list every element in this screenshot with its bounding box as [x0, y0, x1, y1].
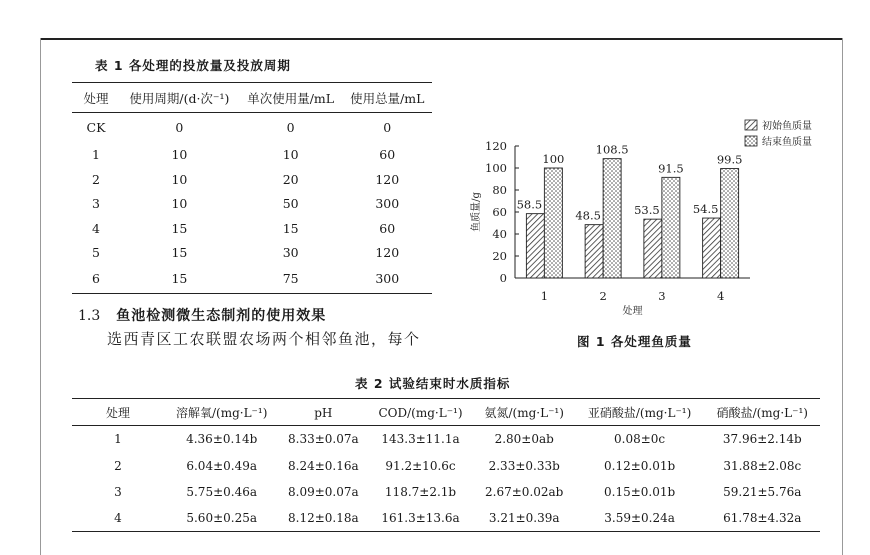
- table-row: [72, 241, 432, 266]
- table-cell: 75: [239, 265, 343, 293]
- table-cell: 3.21±0.39a: [474, 505, 575, 532]
- section-number: 1.3: [78, 308, 101, 324]
- section-heading: [78, 305, 326, 325]
- table-cell: 3.59±0.24a: [575, 505, 705, 532]
- bar: [703, 218, 721, 278]
- table-row: [72, 143, 432, 168]
- table-cell: 61.78±4.32a: [705, 505, 820, 532]
- section-title: 鱼池检测微生态制剂的使用效果: [116, 308, 327, 324]
- bar: [585, 225, 603, 278]
- table-cell: 5.60±0.25a: [164, 505, 279, 532]
- bar-value-label: 53.5: [634, 203, 660, 218]
- bar-value-label: 108.5: [595, 142, 629, 157]
- table-cell: 4: [72, 505, 164, 532]
- table-cell: 1: [92, 147, 100, 163]
- table2-header-cell: 亚硝酸盐/(mg·L⁻¹): [575, 399, 705, 426]
- table-cell: 3: [114, 484, 122, 499]
- bar-value-label: 100: [542, 152, 565, 166]
- table2-title: 表 2 试验结束时水质指标: [355, 376, 511, 391]
- bar-value-label: 58.5: [516, 197, 543, 212]
- chart-bars: [526, 159, 738, 278]
- table-cell: 15: [120, 265, 239, 293]
- table-cell: 118.7±2.1b: [384, 484, 457, 499]
- table-cell: 0: [286, 120, 295, 136]
- table-cell: 2: [92, 171, 100, 187]
- y-tick-label: 0: [499, 271, 507, 285]
- table-cell: 143.3±11.1a: [381, 432, 460, 447]
- table-row: [72, 265, 432, 293]
- y-tick-label: 40: [492, 227, 507, 241]
- table-cell: 6.04±0.49a: [186, 458, 258, 473]
- table-cell: 2: [114, 458, 122, 473]
- table-row: [72, 167, 432, 192]
- table-cell: 10: [171, 196, 188, 212]
- table-cell: 1: [114, 432, 122, 447]
- x-tick-label: 4: [716, 289, 725, 303]
- x-tick-label: 2: [599, 289, 607, 303]
- table-cell: 15: [282, 220, 299, 236]
- table2-header-cell: 溶解氧/(mg·L⁻¹): [164, 399, 279, 426]
- table-row: [72, 426, 820, 453]
- bar: [526, 214, 544, 278]
- table2: [72, 398, 820, 532]
- table-cell: 10: [171, 147, 188, 163]
- table-cell: 37.96±2.14b: [722, 432, 802, 447]
- table-row: [72, 453, 820, 479]
- legend-label: 结束鱼质量: [762, 137, 812, 148]
- table-row: [72, 216, 432, 241]
- y-tick-label: 100: [485, 161, 507, 175]
- table-cell: 10: [171, 171, 188, 187]
- table-cell: 15: [171, 220, 188, 236]
- x-tick-label: 1: [540, 289, 549, 303]
- table-cell: 0.15±0.01b: [604, 484, 676, 499]
- figure-caption: 图 1 各处理鱼质量: [577, 334, 692, 349]
- legend-swatch: [745, 120, 757, 130]
- table-cell: 30: [282, 245, 299, 261]
- legend-swatch: [745, 136, 757, 146]
- table-cell: 0.12±0.01b: [604, 458, 676, 473]
- fish-mass-bar-chart: [445, 108, 840, 318]
- table-cell: 0: [175, 120, 184, 136]
- table-cell: 161.3±13.6a: [367, 505, 474, 532]
- table1-header-cell: 使用总量/mL: [343, 83, 432, 113]
- table-cell: 8.24±0.16a: [288, 458, 359, 473]
- page-right-border: [842, 38, 843, 555]
- table-cell: 31.88±2.08c: [723, 458, 802, 473]
- table-row: [72, 479, 820, 505]
- table-cell: 0: [383, 120, 392, 136]
- x-axis-label: 处理: [622, 306, 643, 317]
- table-cell: 2.80±0ab: [494, 432, 554, 447]
- table1: [72, 82, 432, 294]
- table-cell: 60: [379, 147, 396, 163]
- y-tick-label: 60: [492, 205, 507, 219]
- x-tick-label: 3: [658, 289, 666, 303]
- table-row: [72, 505, 820, 532]
- y-tick-label: 20: [492, 249, 507, 263]
- table1-header-cell: 单次使用量/mL: [239, 83, 343, 113]
- table-cell: 300: [375, 196, 400, 212]
- table-cell: 4.36±0.14b: [186, 432, 258, 447]
- table1-header-cell: 使用周期/(d·次⁻¹): [120, 83, 239, 113]
- bar-value-label: 99.5: [716, 152, 743, 167]
- table-cell: 50: [282, 196, 299, 212]
- legend-label: 初始鱼质量: [762, 121, 812, 132]
- y-axis-label: 鱼质量/g: [471, 192, 482, 232]
- table-cell: 91.2±10.6c: [385, 458, 456, 473]
- table-cell: 15: [171, 245, 188, 261]
- table-row: [72, 113, 432, 143]
- bar: [603, 159, 621, 278]
- table-cell: 59.21±5.76a: [723, 484, 802, 499]
- y-tick-label: 80: [492, 183, 507, 197]
- page-top-border: [40, 38, 843, 40]
- table1-header-row: [72, 83, 432, 113]
- bar-value-label: 48.5: [575, 208, 601, 223]
- table2-header-cell: 处理: [72, 399, 164, 426]
- table2-header-row: [72, 399, 820, 426]
- bar: [544, 168, 562, 278]
- table-cell: 10: [282, 147, 299, 163]
- table-cell: 60: [379, 220, 396, 236]
- table-cell: CK: [86, 120, 106, 136]
- table-cell: 4: [92, 220, 100, 236]
- y-tick-label: 120: [485, 139, 507, 153]
- table-cell: 8.33±0.07a: [288, 432, 359, 447]
- body-paragraph: 选西青区工农联盟农场两个相邻鱼池，每个: [107, 330, 421, 348]
- table-cell: 5.75±0.46a: [186, 484, 258, 499]
- table-cell: 8.09±0.07a: [288, 484, 359, 499]
- page-left-border: [40, 38, 41, 555]
- table-cell: 6: [72, 265, 120, 293]
- table2-header-cell: 硝酸盐/(mg·L⁻¹): [705, 399, 820, 426]
- chart-legend: [745, 119, 812, 148]
- table2-header-cell: COD/(mg·L⁻¹): [367, 399, 474, 426]
- table-cell: 2.33±0.33b: [488, 458, 560, 473]
- bar-value-label: 91.5: [658, 161, 684, 176]
- bar-value-label: 54.5: [692, 202, 719, 217]
- table1-title: 表 1 各处理的投放量及投放周期: [95, 58, 291, 73]
- table-cell: 120: [375, 171, 400, 187]
- table-cell: 120: [375, 245, 400, 261]
- bar: [662, 177, 680, 278]
- table2-header-cell: pH: [279, 399, 367, 426]
- table-cell: 20: [282, 171, 299, 187]
- bar: [644, 219, 662, 278]
- table-cell: 300: [343, 265, 432, 293]
- table-cell: 5: [92, 245, 100, 261]
- table2-header-cell: 氨氮/(mg·L⁻¹): [474, 399, 575, 426]
- table-cell: 8.12±0.18a: [279, 505, 367, 532]
- table-cell: 0.08±0c: [614, 432, 666, 447]
- bar: [721, 169, 739, 278]
- table-row: [72, 192, 432, 217]
- table-cell: 3: [92, 196, 100, 212]
- table1-header-cell: 处理: [72, 83, 120, 113]
- table-cell: 2.67±0.02ab: [485, 484, 564, 499]
